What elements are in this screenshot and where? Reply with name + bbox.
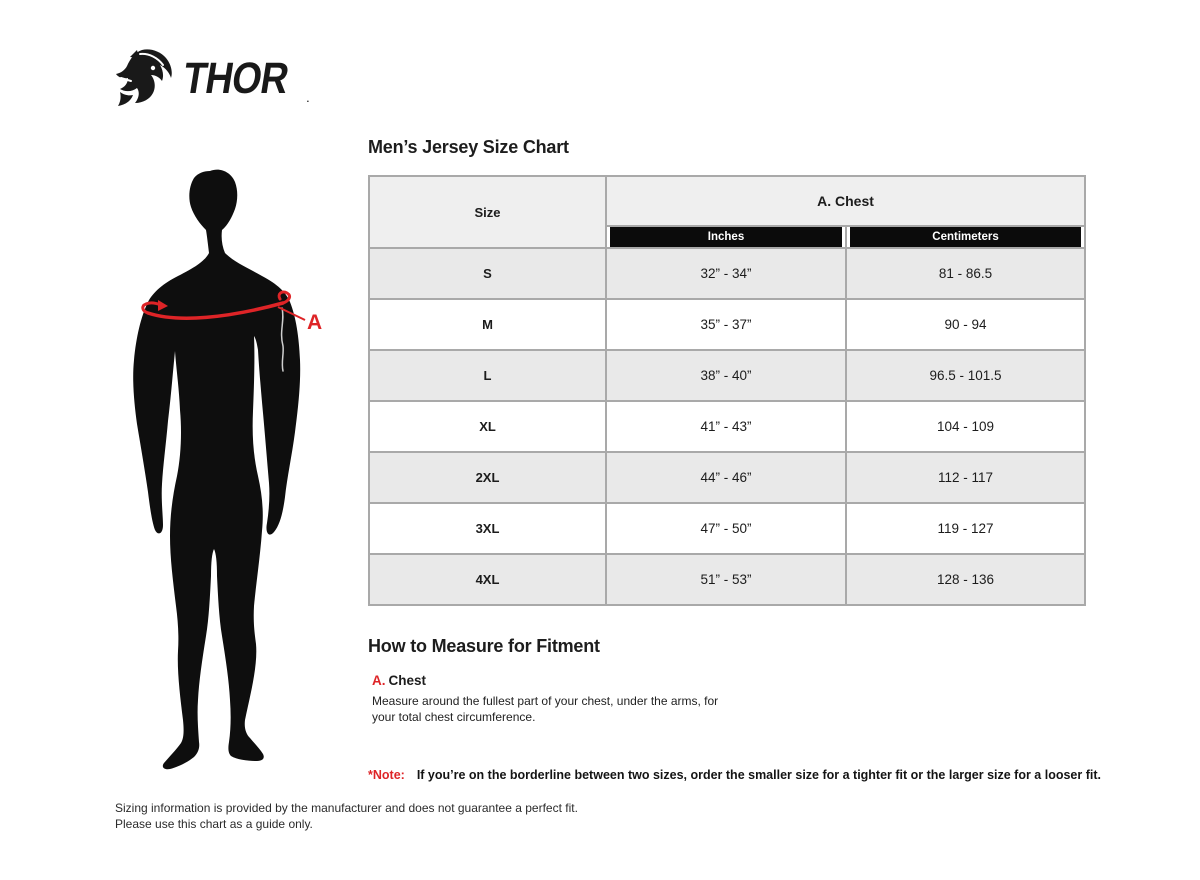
body-silhouette [133, 170, 300, 770]
column-header-inches [606, 226, 846, 248]
table-row-s [369, 248, 1085, 299]
inches-value: 35” - 37” [606, 299, 846, 350]
size-label: XL [369, 401, 606, 452]
note-text: If you’re on the borderline between two sizes, order the smaller size for a tighter fit or the larger size for a looser fit. [416, 768, 1101, 782]
thor-ram-head-icon [112, 48, 176, 110]
centimeters-value: 104 - 109 [846, 401, 1085, 452]
size-label: 2XL [369, 452, 606, 503]
disclaimer [115, 800, 578, 832]
centimeters-unit-bar: Centimeters [850, 227, 1081, 247]
measure-label: Chest [388, 673, 427, 688]
column-header-chest: A. Chest [606, 176, 1085, 226]
measure-description: Measure around the fullest part of your chest, under the arms, for your total chest circumference. [372, 694, 719, 724]
inches-value: 51” - 53” [606, 554, 846, 605]
size-label: L [369, 350, 606, 401]
measure-guide-title: How to Measure for Fitment [368, 636, 600, 656]
table-row-l [369, 350, 1085, 401]
centimeters-value: 119 - 127 [846, 503, 1085, 554]
measure-item-chest [372, 672, 752, 725]
size-chart-table-wrap [368, 175, 1086, 606]
disclaimer-line-1: Sizing information is provided by the manufacturer and does not guarantee a perfect fit. [115, 801, 578, 815]
column-header-size: Size [369, 176, 606, 248]
size-label: 4XL [369, 554, 606, 605]
inches-value: 47” - 50” [606, 503, 846, 554]
size-label: 3XL [369, 503, 606, 554]
centimeters-value: 81 - 86.5 [846, 248, 1085, 299]
table-row-3xl [369, 503, 1085, 554]
male-silhouette-figure [118, 166, 340, 780]
size-label: S [369, 248, 606, 299]
measure-key: A. [372, 673, 386, 688]
inches-value: 32” - 34” [606, 248, 846, 299]
size-chart-title: Men’s Jersey Size Chart [368, 137, 569, 157]
inches-value: 44” - 46” [606, 452, 846, 503]
table-row-4xl [369, 554, 1085, 605]
table-row-xl [369, 401, 1085, 452]
centimeters-value: 90 - 94 [846, 299, 1085, 350]
chest-callout-label: A [307, 311, 323, 334]
inches-unit-bar: Inches [610, 227, 842, 247]
table-row-2xl [369, 452, 1085, 503]
brand-trademark-dot: . [306, 94, 310, 104]
centimeters-value: 96.5 - 101.5 [846, 350, 1085, 401]
thor-logo [112, 48, 310, 110]
centimeters-value: 128 - 136 [846, 554, 1085, 605]
note-prefix: *Note: [368, 768, 405, 782]
measure-item-heading [372, 672, 752, 690]
column-header-centimeters [846, 226, 1085, 248]
size-label: M [369, 299, 606, 350]
sizing-note [368, 768, 1101, 782]
brand-name: THOR [179, 54, 292, 103]
inches-value: 38” - 40” [606, 350, 846, 401]
table-row-m [369, 299, 1085, 350]
size-chart-table [368, 175, 1086, 606]
centimeters-value: 112 - 117 [846, 452, 1085, 503]
inches-value: 41” - 43” [606, 401, 846, 452]
disclaimer-line-2: Please use this chart as a guide only. [115, 817, 313, 831]
